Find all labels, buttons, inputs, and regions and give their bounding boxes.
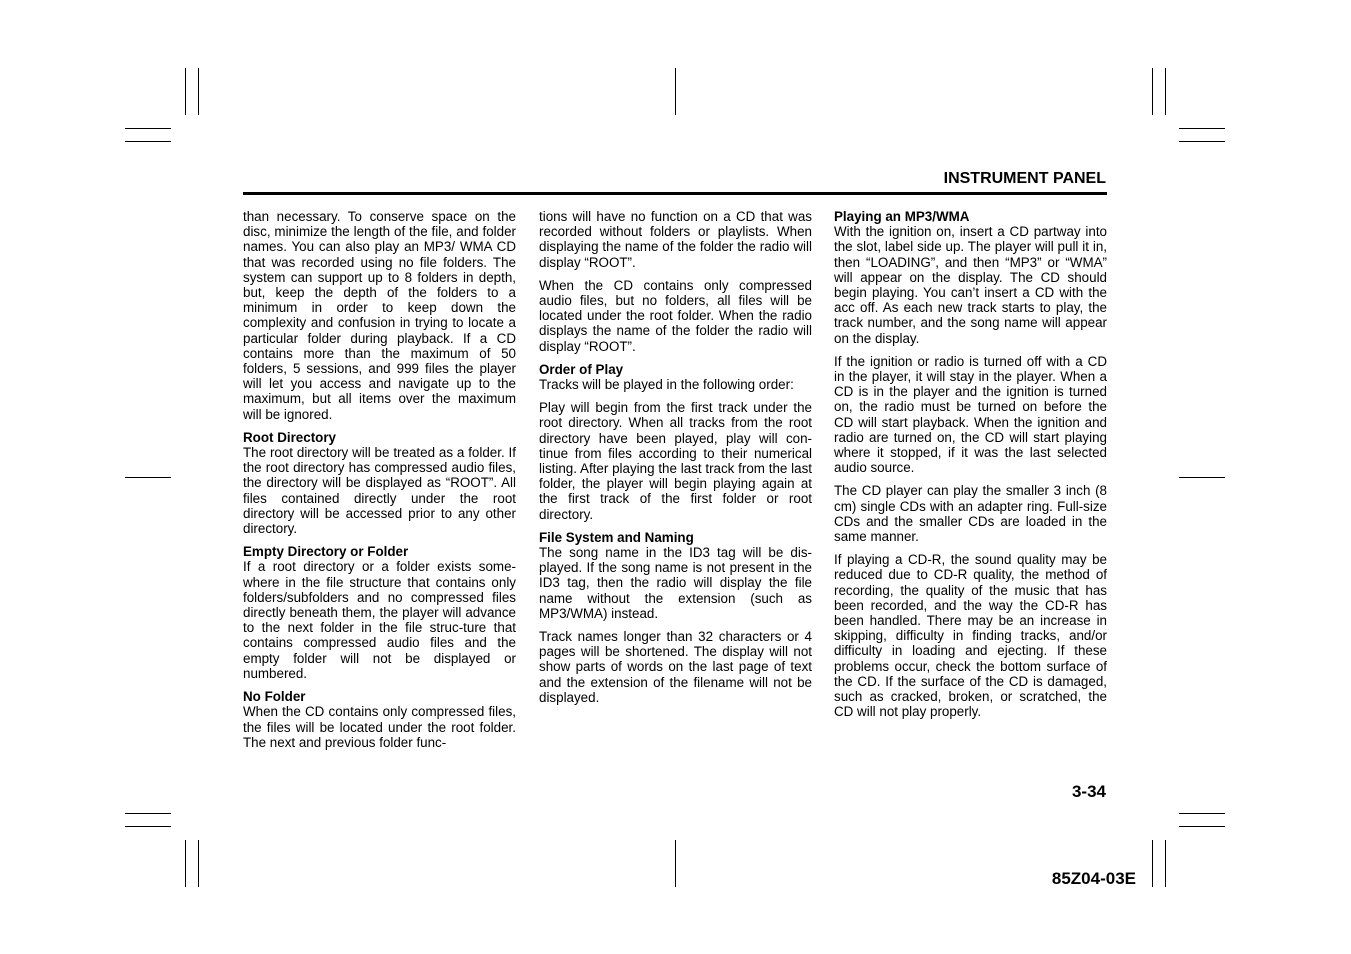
- paragraph: The root directory will be treated as a folder. If the root directory has compressed audio files, the directory will be displayed as “ROOT”. All files contained directly under the root directory will be accessed prior to any other directory.: [243, 445, 516, 537]
- heading-order-of-play: Order of Play: [539, 361, 624, 377]
- crop-mark: [675, 840, 676, 887]
- paragraph: Track names longer than 32 characters or 4 pages will be shortened. The display will not show parts of words on the last page of text and the extension of the filename will not be displayed.: [539, 629, 812, 705]
- paragraph: With the ignition on, insert a CD partway into the slot, label side up. The player will pull it in, then “LOADING”, and then “MP3” or “WMA” will appear on the display. The CD should begin playing. You can’t insert a CD with the acc off. As each new track starts to play, the track number, and the song name will appear on the display.: [834, 224, 1107, 346]
- crop-mark: [1165, 68, 1166, 115]
- crop-mark: [1179, 813, 1225, 814]
- crop-mark: [198, 840, 199, 887]
- paragraph: When the CD contains only compressed audio files, but no folders, all files will be located under the root folder. When the radio displays the name of the folder the radio will display “ROOT”.: [539, 277, 812, 354]
- crop-mark: [1179, 141, 1225, 142]
- crop-mark: [185, 840, 186, 887]
- header-rule: [243, 192, 1107, 195]
- crop-mark: [185, 68, 186, 115]
- crop-mark: [125, 813, 171, 814]
- page-number: 3-34: [1071, 782, 1106, 801]
- heading-empty-directory: Empty Directory or Folder: [243, 544, 409, 560]
- text-column-2: [539, 209, 812, 713]
- heading-file-system: File System and Naming: [539, 529, 694, 545]
- crop-mark: [675, 68, 676, 115]
- heading-playing-mp3: Playing an MP3/WMA: [834, 209, 970, 224]
- heading-no-folder: No Folder: [243, 689, 306, 705]
- paragraph: When the CD contains only compressed files, the files will be located under the root folder. The next and previous folder func-: [243, 704, 516, 750]
- text-column-3: [834, 209, 1107, 728]
- paragraph: tions will have no function on a CD that was recorded without folders or playlists. When displaying the name of the folder the radio will display “ROOT”.: [539, 209, 812, 270]
- crop-mark: [1179, 128, 1225, 129]
- paragraph: If playing a CD-R, the sound quality may be reduced due to CD-R quality, the method of recording, the quality of the music that has been recorded, and the way the CD-R has been handled. There may be an increase in skipping, difficulty in finding tracks, and/or difficulty in loading and ejecting. If these problems occur, check the bottom surface of the CD. If the surface of the CD is damaged, such as cracked, broken, or scratched, the CD will not play properly.: [834, 552, 1107, 720]
- text-column-1: [243, 209, 516, 758]
- crop-mark: [125, 128, 171, 129]
- crop-mark: [125, 477, 171, 478]
- crop-mark: [125, 141, 171, 142]
- section-title: INSTRUMENT PANEL: [943, 170, 1106, 187]
- paragraph: than necessary. To conserve space on the disc, minimize the length of the file, and folder names. You can also play an MP3/ WMA CD that was recorded using no file folders. The system can support up to 8 folders in depth, but, keep the depth of the folders to a minimum in order to keep down the complexity and confusion in trying to locate a particular folder during playback. If a CD contains more than the maximum of 50 folders, 5 sessions, and 999 files the player will let you access and navigate up to the maximum, but all items over the maximum will be ignored.: [243, 209, 516, 422]
- crop-mark: [125, 826, 171, 827]
- crop-mark: [1179, 826, 1225, 827]
- paragraph: Tracks will be played in the following order:: [539, 377, 794, 393]
- crop-mark: [1179, 477, 1225, 478]
- heading-root-directory: Root Directory: [243, 429, 337, 445]
- crop-mark: [198, 68, 199, 115]
- paragraph: The CD player can play the smaller 3 inch (8 cm) single CDs with an adapter ring. Full-size CDs and the smaller CDs are loaded in the same manner.: [834, 483, 1107, 545]
- crop-mark: [1152, 840, 1153, 887]
- crop-mark: [1165, 840, 1166, 887]
- paragraph: Play will begin from the first track under the root directory. When all tracks from the root directory have been played, play will con-tinue from files according to their numerical listing. After playing the last track from the last folder, the player will begin playing again at the first track of the first folder or root directory.: [539, 400, 812, 522]
- paragraph: If a root directory or a folder exists some-where in the file structure that contains only folders/subfolders and no compressed files directly beneath them, the player will advance to the next folder in the file struc-ture that contains compressed audio files and the empty folder will not be displayed or numbered.: [243, 559, 516, 681]
- paragraph: If the ignition or radio is turned off with a CD in the player, it will stay in the player. When a CD is in the player and the ignition is turned on, the radio must be turned on before the CD will start playback. When the ignition and radio are turned on, the CD will start playing where it stopped, if it was the last selected audio source.: [834, 353, 1107, 476]
- paragraph: The song name in the ID3 tag will be dis-played. If the song name is not present in the ID3 tag, then the radio will display the file name without the extension (such as MP3/WMA) instead.: [539, 545, 812, 621]
- crop-mark: [1152, 68, 1153, 115]
- document-code: 85Z04-03E: [1051, 869, 1136, 888]
